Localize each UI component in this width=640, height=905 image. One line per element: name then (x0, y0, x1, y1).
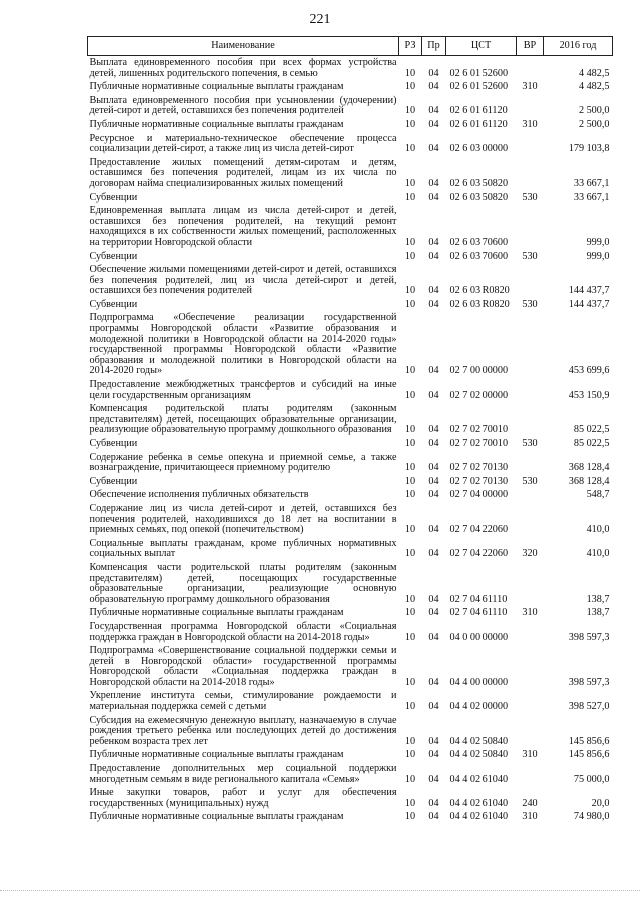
table-row (88, 606, 613, 620)
row-rz-cell: 10 (404, 701, 416, 713)
budget-table (87, 36, 613, 824)
row-amount-cell: 138,7 (586, 607, 610, 619)
row-cst-cell: 04 4 02 61040 (449, 811, 509, 823)
table-header-row (88, 37, 613, 56)
table-row (88, 644, 613, 689)
row-name-cell: Публичные нормативные социальные выплаты гражданам (89, 81, 344, 93)
row-rz-cell: 10 (404, 285, 416, 297)
row-vr-cell (517, 561, 544, 606)
row-name-cell: Выплата единовременного пособия при усыновлении (удочерении) детей-сирот и детей, оставшихся без попечения родителей (89, 94, 397, 117)
row-pr-cell: 04 (428, 607, 439, 619)
table-row (88, 561, 613, 606)
row-name-cell: Содержание ребенка в семье опекуна и приемной семье, а также вознаграждение, причитающееся приемному родителю (89, 451, 397, 474)
row-rz-cell: 10 (404, 105, 416, 117)
row-cst-cell: 04 4 02 00000 (449, 701, 509, 713)
row-rz-cell: 10 (404, 67, 416, 79)
row-vr-cell (517, 644, 544, 689)
row-name-cell: Подпрограмма «Обеспечение реализации государственной программы Новгородской области «Развитие образования и молодежной политики в Новгородской области на 2014-2020 годы» государственной программы Новгородской области «Развитие образования и молодежной политики в Новгородской области на 2014-2020 годы» (89, 312, 397, 377)
table-row (88, 786, 613, 810)
row-pr-cell: 04 (428, 298, 439, 310)
page-number: 221 (309, 12, 331, 27)
row-name-cell: Субвенции (89, 191, 138, 203)
table-body (88, 56, 613, 825)
row-rz-cell: 10 (404, 191, 416, 203)
row-amount-cell: 179 103,8 (568, 143, 610, 155)
table-row (88, 263, 613, 298)
table-row (88, 56, 613, 81)
row-rz-cell: 10 (404, 676, 416, 688)
row-vr-cell: 240 (522, 797, 538, 809)
row-cst-cell: 02 6 03 50820 (449, 191, 509, 203)
row-pr-cell: 04 (428, 285, 439, 297)
row-amount-cell: 2 500,0 (578, 105, 610, 117)
row-pr-cell: 04 (428, 701, 439, 713)
row-cst-cell: 04 4 02 50840 (449, 749, 509, 761)
row-amount-cell: 999,0 (586, 236, 610, 248)
row-rz-cell: 10 (404, 773, 416, 785)
row-name-cell: Обеспечение исполнения публичных обязательств (89, 489, 309, 501)
table-row (88, 191, 613, 205)
row-cst-cell: 02 7 02 70130 (449, 475, 509, 487)
row-pr-cell: 04 (428, 177, 439, 189)
row-pr-cell: 04 (428, 424, 439, 436)
row-pr-cell: 04 (428, 143, 439, 155)
table-row (88, 80, 613, 94)
table-row (88, 748, 613, 762)
row-cst-cell: 02 6 01 52600 (449, 81, 509, 93)
row-rz-cell: 10 (404, 365, 416, 377)
table-row (88, 537, 613, 561)
row-cst-cell: 02 6 01 61120 (449, 105, 508, 117)
row-name-cell: Субвенции (89, 250, 138, 262)
row-amount-cell: 33 667,1 (573, 177, 610, 189)
row-rz-cell: 10 (404, 424, 416, 436)
row-cst-cell: 02 7 02 00000 (449, 389, 509, 401)
row-vr-cell (517, 263, 544, 298)
row-pr-cell: 04 (428, 191, 439, 203)
row-cst-cell: 02 7 02 70010 (449, 438, 509, 449)
row-name-cell: Государственная программа Новгородской области «Социальная поддержка граждан в Новгородской области на 2014-2018 годы» (89, 620, 397, 643)
row-name-cell: Ресурсное и материально-техническое обеспечение процесса социализации детей-сирот, а также лиц из числа детей-сирот (89, 132, 397, 155)
table-row (88, 620, 613, 644)
row-cst-cell: 02 7 04 61110 (449, 593, 508, 605)
row-name-cell: Единовременная выплата лицам из числа детей-сирот и детей, оставшихся без попечения родителей, на текущий ремонт находящихся в их собственности жилых помещений, расположенных на территории Новгородской области (89, 205, 397, 248)
row-pr-cell: 04 (428, 118, 439, 130)
table-row (88, 132, 613, 156)
row-rz-cell: 10 (404, 118, 416, 130)
row-vr-cell: 310 (522, 749, 538, 761)
row-name-cell: Укрепление института семьи, стимулирование рождаемости и материальная поддержка семей с детьми (89, 690, 397, 713)
row-vr-cell: 530 (522, 475, 538, 487)
table-row (88, 298, 613, 312)
row-pr-cell: 04 (428, 676, 439, 688)
row-rz-cell: 10 (404, 489, 416, 501)
row-vr-cell: 320 (522, 548, 538, 560)
page-bottom-edge (0, 890, 640, 891)
row-name-cell: Выплата единовременного пособия при всех формах устройства детей, лишенных родительского попечения, в семью (89, 57, 397, 79)
row-amount-cell: 368 128,4 (568, 475, 610, 487)
row-amount-cell: 75 000,0 (573, 773, 610, 785)
table-row (88, 689, 613, 713)
row-pr-cell: 04 (428, 365, 439, 377)
row-vr-cell (517, 204, 544, 249)
row-rz-cell: 10 (404, 250, 416, 262)
row-cst-cell: 04 0 00 00000 (449, 631, 509, 643)
row-cst-cell: 02 7 04 61110 (449, 607, 508, 619)
row-pr-cell: 04 (428, 749, 439, 761)
row-cst-cell: 04 4 02 61040 (449, 773, 509, 785)
row-cst-cell: 02 6 03 50820 (449, 177, 509, 189)
row-cst-cell: 02 6 03 R0820 (449, 298, 510, 310)
row-pr-cell: 04 (428, 438, 439, 449)
row-name-cell: Субсидия на ежемесячную денежную выплату, назначаемую в случае рождения третьего ребенка или последующих детей до достижения ребенком возраста трех лет (89, 714, 397, 747)
row-amount-cell: 398 527,0 (568, 701, 610, 713)
row-amount-cell: 368 128,4 (568, 462, 610, 474)
row-cst-cell: 02 7 00 00000 (449, 365, 509, 377)
row-amount-cell: 548,7 (586, 489, 610, 501)
row-amount-cell: 2 500,0 (578, 118, 610, 130)
row-vr-cell (517, 132, 544, 156)
row-cst-cell: 02 7 02 70010 (449, 424, 509, 436)
row-name-cell: Субвенции (89, 475, 138, 487)
row-name-cell: Подпрограмма «Совершенствование социальной поддержки семьи и детей в Новгородской области» государственной программы Новгородской области «Социальная поддержка граждан в Новгородской области на 2014-2018 годы» (89, 645, 397, 688)
row-vr-cell (517, 488, 544, 502)
row-amount-cell: 145 856,6 (568, 749, 610, 761)
row-cst-cell: 02 6 03 70600 (449, 250, 509, 262)
row-vr-cell: 310 (522, 81, 538, 93)
row-rz-cell: 10 (404, 389, 416, 401)
row-vr-cell (517, 762, 544, 786)
row-rz-cell: 10 (404, 749, 416, 761)
row-pr-cell: 04 (428, 475, 439, 487)
row-amount-cell: 410,0 (586, 548, 610, 560)
table-row (88, 502, 613, 537)
row-amount-cell: 410,0 (586, 524, 610, 536)
table-row (88, 94, 613, 118)
table-row (88, 810, 613, 824)
row-amount-cell: 4 482,5 (578, 81, 610, 93)
row-amount-cell: 138,7 (586, 593, 610, 605)
row-vr-cell (517, 378, 544, 402)
row-rz-cell: 10 (404, 593, 416, 605)
column-header-vr: ВР (517, 37, 544, 56)
row-pr-cell: 04 (428, 773, 439, 785)
row-pr-cell: 04 (428, 105, 439, 117)
row-pr-cell: 04 (428, 735, 439, 747)
row-vr-cell: 530 (522, 250, 538, 262)
table-row (88, 311, 613, 378)
row-amount-cell: 453 699,6 (568, 365, 610, 377)
row-rz-cell: 10 (404, 81, 416, 93)
table-row (88, 475, 613, 489)
row-pr-cell: 04 (428, 593, 439, 605)
row-pr-cell: 04 (428, 548, 439, 560)
row-amount-cell: 144 437,7 (568, 285, 610, 297)
row-vr-cell (517, 402, 544, 437)
table-row (88, 250, 613, 264)
table-row (88, 204, 613, 249)
row-cst-cell: 02 6 03 R0820 (449, 285, 510, 297)
row-pr-cell: 04 (428, 524, 439, 536)
row-name-cell: Публичные нормативные социальные выплаты гражданам (89, 607, 344, 619)
table-row (88, 437, 613, 451)
row-amount-cell: 398 597,3 (568, 676, 610, 688)
row-name-cell: Предоставление межбюджетных трансфертов и субсидий на иные цели государственным организациям (89, 379, 397, 401)
table-row (88, 402, 613, 437)
row-cst-cell: 02 6 03 70600 (449, 236, 509, 248)
row-pr-cell: 04 (428, 67, 439, 79)
row-name-cell: Предоставление жилых помещений детям-сиротам и детям, оставшимся без попечения родителей, лицам из их числа по договорам найма специализированных жилых помещений (89, 156, 397, 189)
row-rz-cell: 10 (404, 735, 416, 747)
row-rz-cell: 10 (404, 797, 416, 809)
column-header-amount: 2016 год (544, 37, 613, 56)
row-cst-cell: 02 7 04 00000 (449, 489, 509, 501)
row-amount-cell: 398 597,3 (568, 631, 610, 643)
row-vr-cell (517, 714, 544, 749)
table-row (88, 118, 613, 132)
row-rz-cell: 10 (404, 143, 416, 155)
row-rz-cell: 10 (404, 524, 416, 536)
row-pr-cell: 04 (428, 236, 439, 248)
row-name-cell: Субвенции (89, 298, 138, 310)
row-name-cell: Предоставление дополнительных мер социальной поддержки многодетным семьям в виде регионального капитала «Семья» (89, 763, 397, 785)
row-pr-cell: 04 (428, 250, 439, 262)
row-name-cell: Содержание лиц из числа детей-сирот и детей, оставшихся без попечения родителей, находившихся до 18 лет на воспитании в приемных семьях, под опекой (попечительством) (89, 502, 397, 536)
row-pr-cell: 04 (428, 797, 439, 809)
table-row (88, 762, 613, 786)
row-pr-cell: 04 (428, 811, 439, 823)
row-pr-cell: 04 (428, 389, 439, 401)
table-row (88, 488, 613, 502)
row-vr-cell (517, 56, 544, 81)
table-row (88, 378, 613, 402)
row-vr-cell: 310 (522, 118, 538, 130)
row-amount-cell: 144 437,7 (568, 298, 610, 310)
row-cst-cell: 02 7 02 70130 (449, 462, 509, 474)
row-amount-cell: 4 482,5 (578, 67, 610, 79)
row-vr-cell: 530 (522, 438, 538, 449)
row-amount-cell: 85 022,5 (573, 424, 610, 436)
row-name-cell: Публичные нормативные социальные выплаты гражданам (89, 811, 344, 823)
row-vr-cell (517, 620, 544, 644)
row-cst-cell: 02 6 01 52600 (449, 67, 509, 79)
row-name-cell: Социальные выплаты гражданам, кроме публичных нормативных социальных выплат (89, 537, 397, 560)
column-header-pr: Пр (422, 37, 446, 56)
row-name-cell: Компенсация части родительской платы родителям (законным представителям) детей, посещающих государственные образовательные организации, реализующие основную образовательную программу дошкольного образования (89, 561, 397, 605)
row-amount-cell: 33 667,1 (573, 191, 610, 203)
row-vr-cell (517, 502, 544, 537)
row-pr-cell: 04 (428, 462, 439, 474)
row-name-cell: Иные закупки товаров, работ и услуг для обеспечения государственных (муниципальных) нужд (89, 787, 397, 809)
row-cst-cell: 02 7 04 22060 (449, 548, 509, 560)
row-rz-cell: 10 (404, 438, 416, 449)
row-rz-cell: 10 (404, 177, 416, 189)
row-pr-cell: 04 (428, 81, 439, 93)
row-rz-cell: 10 (404, 607, 416, 619)
row-pr-cell: 04 (428, 489, 439, 501)
row-name-cell: Публичные нормативные социальные выплаты гражданам (89, 118, 344, 130)
row-amount-cell: 453 150,9 (568, 389, 610, 401)
row-amount-cell: 85 022,5 (573, 438, 610, 449)
row-rz-cell: 10 (404, 475, 416, 487)
row-cst-cell: 02 6 01 61120 (449, 118, 508, 130)
row-vr-cell: 310 (522, 811, 538, 823)
row-cst-cell: 02 6 03 00000 (449, 143, 509, 155)
row-name-cell: Публичные нормативные социальные выплаты гражданам (89, 749, 344, 761)
row-amount-cell: 74 980,0 (573, 811, 610, 823)
row-rz-cell: 10 (404, 462, 416, 474)
table-row (88, 451, 613, 475)
row-cst-cell: 02 7 04 22060 (449, 524, 509, 536)
row-name-cell: Обеспечение жилыми помещениями детей-сирот и детей, оставшихся без попечения родителей, лиц из числа детей-сирот и детей, оставшихся без попечения родителей (89, 264, 397, 297)
column-header-rz: РЗ (399, 37, 422, 56)
row-rz-cell: 10 (404, 298, 416, 310)
row-amount-cell: 145 856,6 (568, 735, 610, 747)
row-rz-cell: 10 (404, 236, 416, 248)
row-rz-cell: 10 (404, 811, 416, 823)
row-name-cell: Компенсация родительской платы родителям (законным представителям) детей, посещающих образовательные организации, реализующие образовательную программу дошкольного образования (89, 403, 397, 436)
row-cst-cell: 04 4 02 61040 (449, 797, 509, 809)
row-cst-cell: 04 4 00 00000 (449, 676, 509, 688)
row-vr-cell (517, 451, 544, 475)
row-vr-cell (517, 689, 544, 713)
row-cst-cell: 04 4 02 50840 (449, 735, 509, 747)
row-vr-cell (517, 311, 544, 378)
row-vr-cell (517, 156, 544, 191)
row-vr-cell: 310 (522, 607, 538, 619)
row-vr-cell: 530 (522, 298, 538, 310)
column-header-cst: ЦСТ (446, 37, 517, 56)
row-pr-cell: 04 (428, 631, 439, 643)
table-row (88, 156, 613, 191)
row-rz-cell: 10 (404, 548, 416, 560)
table-row (88, 714, 613, 749)
row-amount-cell: 999,0 (586, 250, 610, 262)
row-vr-cell: 530 (522, 191, 538, 203)
row-rz-cell: 10 (404, 631, 416, 643)
row-amount-cell: 20,0 (591, 797, 610, 809)
column-header-name: Наименование (88, 37, 399, 56)
row-vr-cell (517, 94, 544, 118)
row-name-cell: Субвенции (89, 438, 138, 449)
